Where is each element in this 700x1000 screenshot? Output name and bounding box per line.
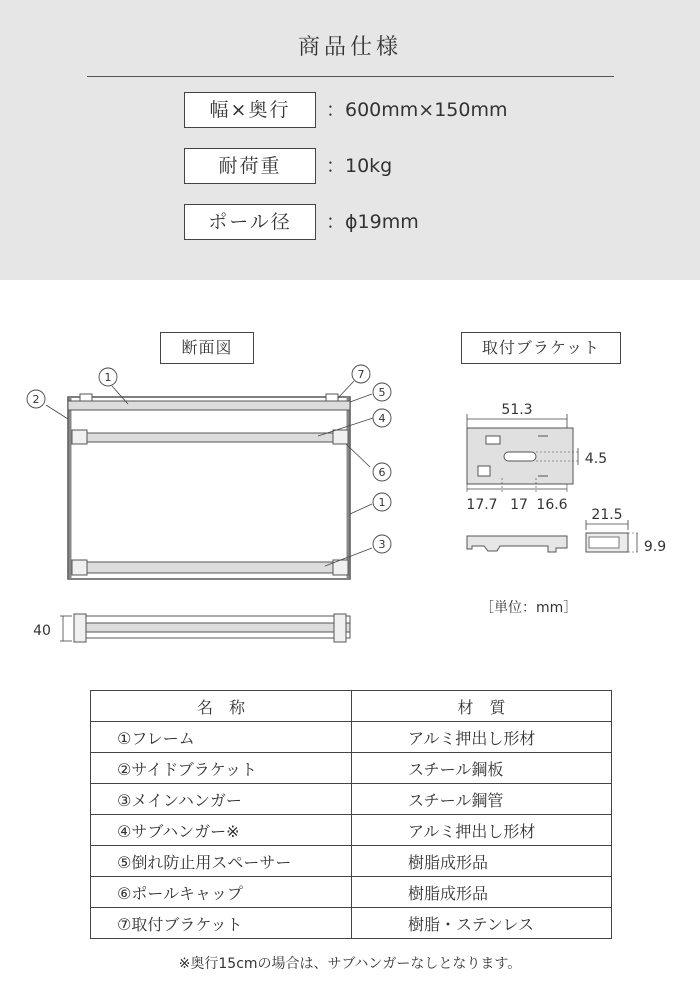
parts-table bbox=[90, 690, 612, 939]
part-name: ②サイドブラケット bbox=[91, 753, 352, 784]
spec-title: 商品仕様 bbox=[297, 35, 402, 60]
part-material: スチール鋼管 bbox=[352, 784, 612, 815]
part-name: ③メインハンガー bbox=[91, 784, 352, 815]
top-bracket-left bbox=[80, 394, 92, 401]
table-row bbox=[91, 784, 612, 815]
bracket-offset-3: 16.6 bbox=[536, 497, 568, 513]
table-row bbox=[91, 722, 612, 753]
frame-top bbox=[68, 401, 350, 410]
cross-section-diagram bbox=[0, 360, 420, 660]
callout-4: 4 bbox=[378, 412, 386, 425]
bracket-diagram bbox=[440, 390, 700, 590]
bracket-slot bbox=[504, 452, 536, 461]
part-material: 樹脂・ステンレス bbox=[352, 908, 612, 939]
side-view-end-left bbox=[74, 614, 86, 642]
bracket-side-width-label: 21.5 bbox=[591, 507, 623, 523]
sub-hanger bbox=[72, 433, 346, 442]
spec-row-size bbox=[0, 92, 700, 130]
part-name: ⑥ポールキャップ bbox=[91, 877, 352, 908]
spec-label-load: 耐荷重 bbox=[184, 148, 316, 184]
header-material: 材 質 bbox=[352, 691, 612, 722]
bracket-offset-2: 17 bbox=[510, 497, 528, 513]
table-row bbox=[91, 815, 612, 846]
bracket-width-label: 51.3 bbox=[501, 402, 533, 418]
table-row bbox=[91, 877, 612, 908]
spec-divider bbox=[87, 76, 614, 77]
spec-value-size: ：600mm×150mm bbox=[326, 99, 508, 121]
pole-cap-right-top bbox=[333, 430, 348, 444]
callout-5: 5 bbox=[378, 386, 386, 399]
spec-panel bbox=[0, 0, 700, 280]
main-hanger bbox=[72, 562, 346, 573]
callout-1-top: 1 bbox=[104, 371, 112, 384]
table-row bbox=[91, 753, 612, 784]
part-name: ⑦取付ブラケット bbox=[91, 908, 352, 939]
callout-3: 3 bbox=[378, 538, 386, 551]
callout-7: 7 bbox=[357, 368, 365, 381]
part-name: ④サブハンガー※ bbox=[91, 815, 352, 846]
top-bracket-right bbox=[326, 394, 338, 401]
unit-note: ［単位：mm］ bbox=[480, 600, 578, 616]
callout-2: 2 bbox=[32, 393, 40, 406]
part-name: ⑤倒れ防止用スペーサー bbox=[91, 846, 352, 877]
pole-cap-left-bottom bbox=[72, 560, 87, 575]
spec-value-pole: ：ϕ19mm bbox=[326, 211, 419, 233]
callout-1-right: 1 bbox=[378, 496, 386, 509]
spec-row-load bbox=[0, 148, 700, 186]
table-header-row bbox=[91, 691, 612, 722]
part-material: 樹脂成形品 bbox=[352, 846, 612, 877]
side-view-end-right bbox=[334, 614, 346, 642]
pole-cap-left-top bbox=[72, 430, 87, 444]
part-material: アルミ押出し形材 bbox=[352, 722, 612, 753]
spec-row-pole bbox=[0, 204, 700, 242]
part-name: ①フレーム bbox=[91, 722, 352, 753]
bracket-side-height-label: 9.9 bbox=[643, 539, 667, 555]
callout-6: 6 bbox=[378, 466, 386, 479]
cross-section-title: 断面図 bbox=[160, 332, 254, 364]
footnote: ※奥行15cmの場合は、サブハンガーなしとなります。 bbox=[178, 956, 522, 972]
spec-value-load: ：10kg bbox=[326, 155, 393, 177]
side-view-bar bbox=[74, 623, 350, 632]
frame-outline bbox=[68, 397, 350, 579]
table-row bbox=[91, 908, 612, 939]
spec-label-pole: ポール径 bbox=[184, 204, 316, 240]
bracket-title: 取付ブラケット bbox=[461, 332, 621, 364]
part-material: スチール鋼板 bbox=[352, 753, 612, 784]
part-material: アルミ押出し形材 bbox=[352, 815, 612, 846]
bracket-offset-1: 17.7 bbox=[466, 497, 498, 513]
callout-circles bbox=[27, 365, 391, 553]
bracket-hook-top bbox=[486, 436, 500, 444]
table-row bbox=[91, 846, 612, 877]
height-label: 40 bbox=[33, 623, 51, 639]
bracket-profile bbox=[467, 536, 567, 552]
bracket-hook-bottom bbox=[478, 466, 490, 476]
header-name: 名 称 bbox=[91, 691, 352, 722]
bracket-slot-label: 4.5 bbox=[584, 451, 608, 467]
part-material: 樹脂成形品 bbox=[352, 877, 612, 908]
spec-label-size: 幅×奥行 bbox=[184, 92, 316, 128]
